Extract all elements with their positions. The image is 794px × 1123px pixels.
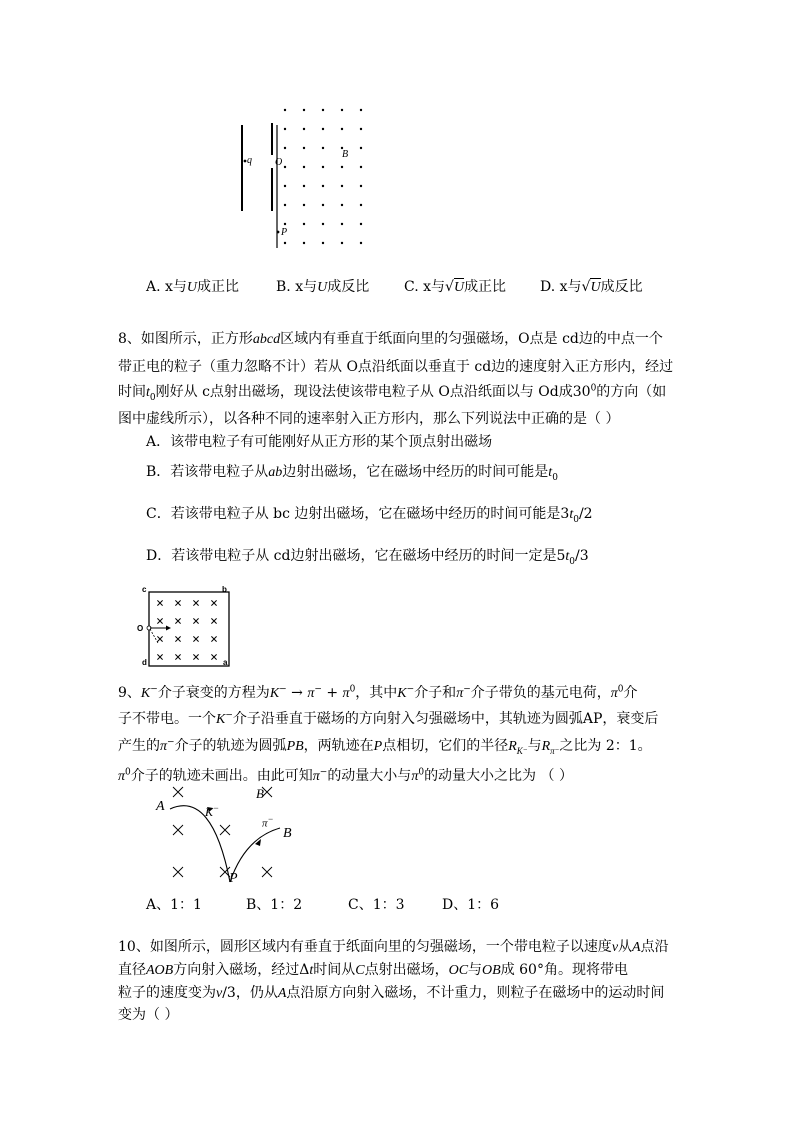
field-dot	[322, 166, 324, 168]
q8-line2: 带正电的粒子（重力忽略不计）若从 O点沿纸面以垂直于 cd边的速度射入正方形内，经过	[118, 359, 674, 375]
fig9-label-A: A	[156, 799, 165, 814]
field-cross	[157, 618, 162, 623]
q8-line4: 图中虚线所示），以各种不同的速率射入正方形内，那么下列说法中正确的是（ ）	[118, 411, 620, 427]
q7-option-c: C. x与√U成正比	[404, 279, 507, 295]
field-dot	[284, 166, 286, 168]
field-dot	[322, 128, 324, 130]
fig9-label-P: P	[229, 871, 238, 886]
q10-line2: 直径AOB方向射入磁场，经过Δt时间从C点射出磁场，OC与OB成 60°角。现将带电	[118, 962, 628, 978]
q10-line1: 10、如图所示，圆形区域内有垂直于纸面向里的匀强磁场，一个带电粒子以速度v从A点沿	[118, 939, 669, 955]
field-cross	[220, 825, 230, 835]
field-dot	[360, 223, 362, 225]
field-dot	[303, 166, 305, 168]
field-cross	[175, 618, 180, 623]
field-cross	[211, 636, 216, 641]
fig1-label-q: q	[247, 155, 252, 166]
field-dot	[341, 242, 343, 244]
velocity-arrowhead	[166, 626, 171, 631]
fig1-label-P: P	[281, 227, 288, 238]
fig8-label-b: b	[222, 585, 227, 594]
fig9-label-Bk: B	[256, 786, 264, 801]
q9-option-d: D、1：6	[442, 897, 500, 913]
field-dot	[341, 166, 343, 168]
field-cross	[193, 636, 198, 641]
fig8-label-c: c	[142, 585, 147, 594]
field-dot	[303, 185, 305, 187]
field-cross	[211, 618, 216, 623]
p-point	[277, 231, 280, 234]
field-cross	[175, 654, 180, 659]
fig8-label-O: O	[137, 624, 144, 633]
field-dot	[322, 242, 324, 244]
field-dot	[322, 223, 324, 225]
field-dot	[284, 109, 286, 111]
field-cross	[193, 618, 198, 623]
field-dot	[284, 147, 286, 149]
field-dot	[341, 223, 343, 225]
field-dot	[322, 204, 324, 206]
field-cross	[211, 600, 216, 605]
field-cross	[173, 867, 183, 877]
field-dot	[284, 242, 286, 244]
field-cross	[173, 787, 183, 797]
field-dot	[284, 204, 286, 206]
field-dot	[360, 128, 362, 130]
field-dot	[303, 242, 305, 244]
field-dot	[303, 204, 305, 206]
field-dot	[322, 185, 324, 187]
field-dot	[341, 128, 343, 130]
q9-line3: 产生的π−介子的轨迹为圆弧PB，两轨迹在P点相切，它们的半径$R_{K^-}$与$R_{\pi^-}$之比为 2：1。	[118, 737, 652, 757]
field-dot	[360, 166, 362, 168]
fig1-label-O: O	[275, 157, 283, 168]
q8-line3: 时间$t_0$刚好从 c点射出磁场，现设法使该带电粒子从 O点沿纸面以与 Od成$30^0$的方向（如	[118, 383, 667, 403]
field-cross	[193, 654, 198, 659]
field-cross	[173, 825, 183, 835]
field-cross	[211, 654, 216, 659]
q8-option-d: D．若该带电粒子从 cd边射出磁场，它在磁场中经历的时间一定是$5t_0/3$	[146, 548, 589, 567]
fig1-label-B: B	[342, 149, 349, 160]
q9-line1: 9、K−介子衰变的方程为$K^- \to \pi^- + \pi^0$，其中K−介子和π−介子带负的基元电荷，$\pi^0$介	[118, 684, 638, 701]
field-dot	[360, 109, 362, 111]
fig9-label-B: B	[283, 826, 292, 841]
field-dot	[303, 109, 305, 111]
field-cross	[175, 600, 180, 605]
field-dot	[360, 147, 362, 149]
magnetic-field-dots	[284, 109, 362, 244]
q9-line2: 子不带电。一个K−介子沿垂直于磁场的方向射入匀强磁场中，其轨迹为圆弧AP，衰变后	[118, 710, 659, 727]
sqrt-symbol: √	[581, 279, 591, 295]
field-dot	[341, 204, 343, 206]
q-point	[244, 160, 247, 163]
figure-arc-tracks	[150, 782, 300, 892]
q7-option-b: B. x与U成反比	[276, 279, 370, 295]
field-dot	[303, 147, 305, 149]
field-cross	[175, 636, 180, 641]
field-dot	[284, 185, 286, 187]
field-dot	[360, 242, 362, 244]
field-dot	[360, 204, 362, 206]
square-abcd	[149, 592, 229, 666]
fig9-label-K: K−	[205, 803, 220, 819]
field-cross	[157, 636, 162, 641]
sqrt-symbol: √	[445, 279, 454, 295]
q10-line4: 变为（ ）	[118, 1007, 179, 1023]
q8-option-b: B．若该带电粒子从ab边射出磁场，它在磁场中经历的时间可能是$t_0$	[146, 464, 558, 483]
q7-option-d: D. x与√U成反比	[540, 279, 643, 295]
field-dot	[322, 109, 324, 111]
field-dot	[303, 223, 305, 225]
q7-option-a: A. x与U成正比	[146, 279, 240, 295]
figure-plates-field	[230, 98, 370, 258]
q9-option-a: A、1：1	[146, 897, 202, 913]
fig8-label-d: d	[142, 658, 147, 667]
q9-option-b: B、1：2	[246, 897, 303, 913]
dashed-direction-line	[150, 629, 158, 643]
arrow-on-PB	[255, 839, 261, 846]
field-dot	[284, 223, 286, 225]
field-cross	[262, 867, 272, 877]
field-dot	[322, 147, 324, 149]
field-dot	[341, 109, 343, 111]
fig8-label-a: a	[223, 658, 228, 667]
field-dot	[303, 128, 305, 130]
q8-line1: 8、如图所示，正方形abcd区域内有垂直于纸面向里的匀强磁场，O点是 cd边的中点一个	[118, 331, 663, 347]
q8-option-c: C．若该带电粒子从 bc 边射出磁场，它在磁场中经历的时间可能是$3t_0/2$	[146, 506, 593, 525]
field-dot	[341, 185, 343, 187]
q9-line4: $\pi^0$介子的轨迹未画出。由此可知π−的动量大小与$\pi^0$的动量大小之比为 （ ）	[118, 767, 573, 784]
q8-option-a: A．该带电粒子有可能刚好从正方形的某个顶点射出磁场	[146, 434, 493, 450]
field-cross	[193, 600, 198, 605]
field-dot	[284, 128, 286, 130]
q9-option-c: C、1：3	[348, 897, 405, 913]
fig9-label-pi: π−	[262, 814, 274, 830]
field-cross	[157, 654, 162, 659]
q10-line3: 粒子的速度变为v/3，仍从A点沿原方向射入磁场，不计重力，则粒子在磁场中的运动时间	[118, 985, 665, 1001]
field-dot	[360, 185, 362, 187]
field-cross	[157, 600, 162, 605]
